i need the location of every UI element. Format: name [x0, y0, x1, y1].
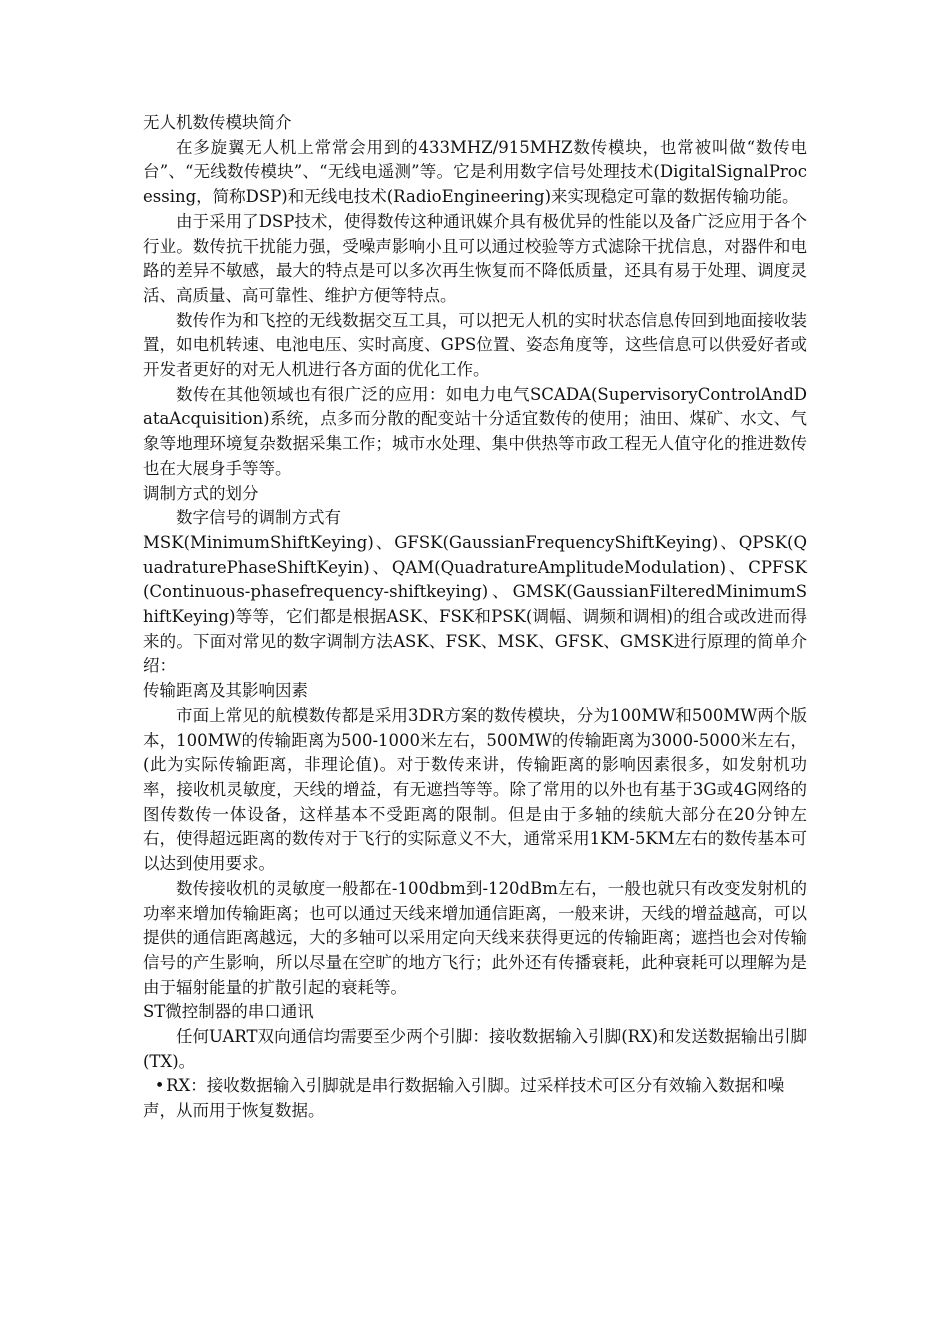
intro-paragraph-2: 由于采用了DSP技术，使得数传这种通讯媒介具有极优异的性能以及备广泛应用于各个行业。数传抗干扰能力强，受噪声影响小且可以通过校验等方式滤除干扰信息，对器件和电路的差异不敏感，最大的特点是可以多次再生恢复而不降低质量，还具有易于处理、调度灵活、高质量、高可靠性、维护方便等特点。	[143, 211, 807, 305]
intro-paragraph-4: 数传在其他领域也有很广泛的应用：如电力电气SCADA(SupervisoryControlAndDataAcquisition)系统，点多而分散的配变站十分适宜数传的使用；油田、煤矿、水文、气象等地理环境复杂数据采集工作；城市水处理、集中供热等市政工程无人值守化的推进数传也在大展身手等等。	[143, 384, 807, 478]
intro-paragraph-3: 数传作为和飞控的无线数据交互工具，可以把无人机的实时状态信息传回到地面接收装置，如电机转速、电池电压、实时高度、GPS位置、姿态角度等，这些信息可以供爱好者或开发者更好的对无人机进行各方面的优化工作。	[143, 310, 807, 380]
bullet-dot: •	[154, 1076, 165, 1096]
range-paragraph-2: 数传接收机的灵敏度一般都在-100dbm到-120dBm左右，一般也就只有改变发射机的功率来增加传输距离；也可以通过天线来增加通信距离，一般来讲，天线的增益越高，可以提供的通信距离越远，大的多轴可以采用定向天线来获得更远的传输距离；遮挡也会对传输信号的产生影响，所以尽量在空旷的地方飞行；此外还有传播衰耗，此种衰耗可以理解为是由于辐射能量的扩散引起的衰耗等。	[143, 878, 807, 997]
uart-bullet-item	[143, 1074, 807, 1123]
modulation-lead: 数字信号的调制方式有	[176, 508, 341, 528]
document-title: 无人机数传模块简介	[143, 113, 292, 132]
uart-heading: ST微控制器的串口通讯	[143, 1002, 314, 1022]
intro-paragraph-1: 在多旋翼无人机上常常会用到的433MHZ/915MHZ数传模块，也常被叫做“数传电台”、“无线数传模块”、“无线电遥测”等。它是利用数字信号处理技术(DigitalSignalProcessing，简称DSP)和无线电技术(RadioEngineering)来实现稳定可靠的数据传输功能。	[143, 137, 807, 207]
document-page	[143, 111, 807, 1124]
range-heading: 传输距离及其影响因素	[143, 681, 308, 701]
uart-bullet-text: RX：接收数据输入引脚就是串行数据输入引脚。过采样技术可区分有效输入数据和噪声，从而用于恢复数据。	[143, 1076, 785, 1121]
modulation-body: MSK(MinimumShiftKeying)、GFSK(GaussianFrequencyShiftKeying)、QPSK(QuadraturePhaseShiftKeyin)、QAM(QuadratureAmplitudeModulation)、CPFSK(Continuous-phasefrequency-shiftkeying)、GMSK(GaussianFilteredMinimumShiftKeying)等等，它们都是根据ASK、FSK和PSK(调幅、调频和调相)的组合或改进而得来的。下面对常见的数字调制方法ASK、FSK、MSK、GFSK、GMSK进行原理的简单介绍：	[143, 532, 807, 676]
uart-paragraph: 任何UART双向通信均需要至少两个引脚：接收数据输入引脚(RX)和发送数据输出引脚(TX)。	[143, 1027, 807, 1071]
range-paragraph-1: 市面上常见的航模数传都是采用3DR方案的数传模块，分为100MW和500MW两个版本，100MW的传输距离为500-1000米左右，500MW的传输距离为3000-5000米左右，(此为实际传输距离，非理论值)。对于数传来讲，传输距离的影响因素很多，如发射机功率，接收机灵敏度，天线的增益，有无遮挡等等。除了常用的以外也有基于3G或4G网络的图传数传一体设备，这样基本不受距离的限制。但是由于多轴的续航大部分在20分钟左右，使得超远距离的数传对于飞行的实际意义不大，通常采用1KM-5KM左右的数传基本可以达到使用要求。	[143, 705, 807, 874]
modulation-heading: 调制方式的划分	[143, 483, 259, 503]
